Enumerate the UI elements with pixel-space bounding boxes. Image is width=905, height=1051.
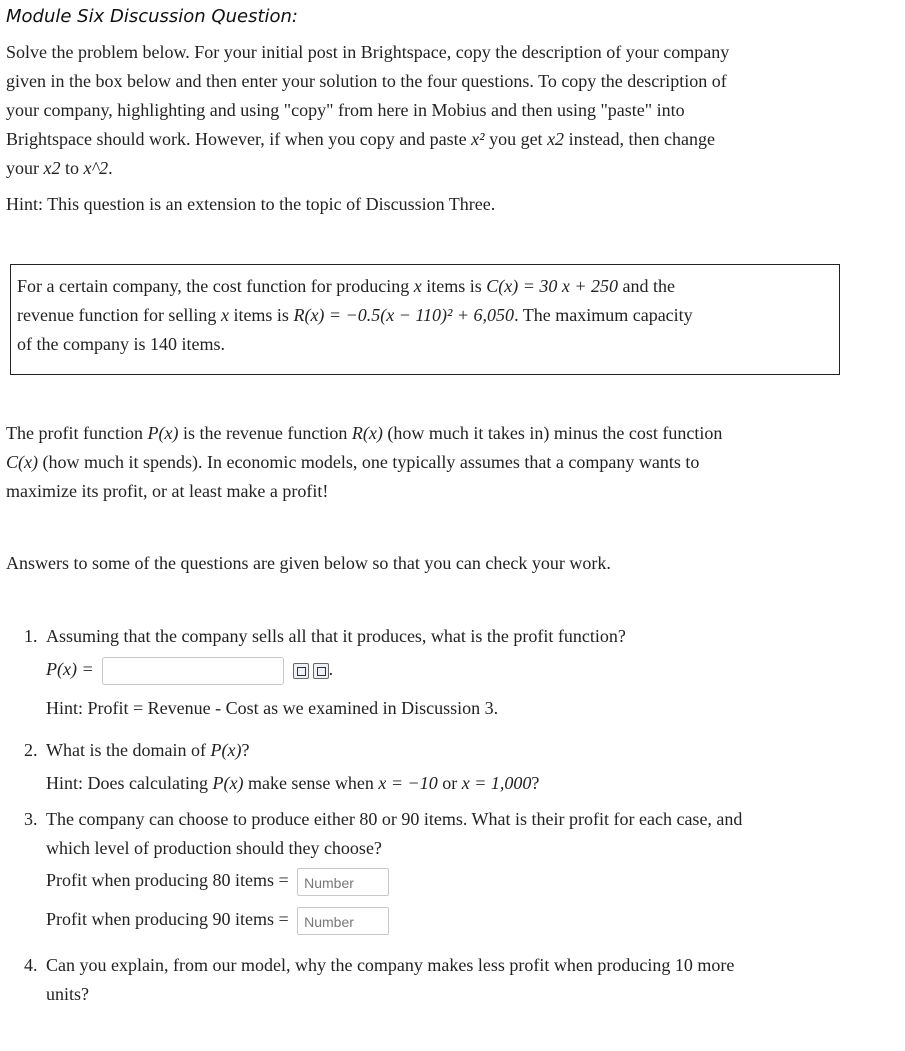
q1-hint: Hint: Profit = Revenue - Cost as we examined in Discussion 3. — [46, 698, 499, 718]
hint-top: Hint: This question is an extension to the topic of Discussion Three. — [6, 194, 496, 214]
q2-hint: Hint: Does calculating P(x) make sense when x = −10 or x = 1,000? — [46, 773, 540, 793]
q3-row-80: Profit when producing 80 items = Number — [46, 866, 389, 896]
question-2: 2. What is the domain of P(x)? — [24, 740, 250, 760]
intro-paragraph: Solve the problem below. For your initial post in Brightspace, copy the description of your company given in the box below and then enter your solution to the four questions. To copy the description of your company, highlighting and using "copy" from here in Mobius and then using "paste" into Brightspace should work. However, if when you copy and paste x² you get x2 instead, then change your x2 to x^2. — [6, 42, 730, 178]
q1-answer-row: P(x) = . — [46, 655, 333, 685]
company-description-box: For a certain company, the cost function for producing x items is C(x) = 30 x + 250 and the revenue function for selling x items is R(x) = −0.5(x − 110)² + 6,050. The maximum capacity of the company is 140 items. — [10, 264, 840, 375]
profit-paragraph: The profit function P(x) is the revenue function R(x) (how much it takes in) minus the cost function C(x) (how much it spends). In economic models, one typically assumes that a company wants to maximize its profit, or at least make a profit! — [6, 423, 723, 501]
page-title: Module Six Discussion Question: — [6, 6, 298, 27]
profit-80-input[interactable]: Number — [297, 868, 389, 896]
revenue-function: R(x) = −0.5(x − 110)² + 6,050 — [293, 305, 515, 325]
question-1: 1. Assuming that the company sells all that it produces, what is the profit function? — [24, 626, 626, 646]
profit-function-input[interactable] — [102, 657, 284, 685]
cost-function: C(x) = 30 x + 250 — [486, 276, 618, 296]
question-3: 3. The company can choose to produce either 80 or 90 items. What is their profit for each case, and which level of production should they choose? — [24, 809, 743, 858]
profit-90-input[interactable]: Number — [297, 907, 389, 935]
preview-icon[interactable] — [293, 663, 309, 679]
question-4: 4. Can you explain, from our model, why the company makes less profit when producing 10 more units? — [24, 955, 735, 1004]
answers-note: Answers to some of the questions are given below so that you can check your work. — [6, 553, 611, 573]
equation-editor-icon[interactable] — [313, 663, 329, 679]
q3-row-90: Profit when producing 90 items = Number — [46, 905, 389, 935]
